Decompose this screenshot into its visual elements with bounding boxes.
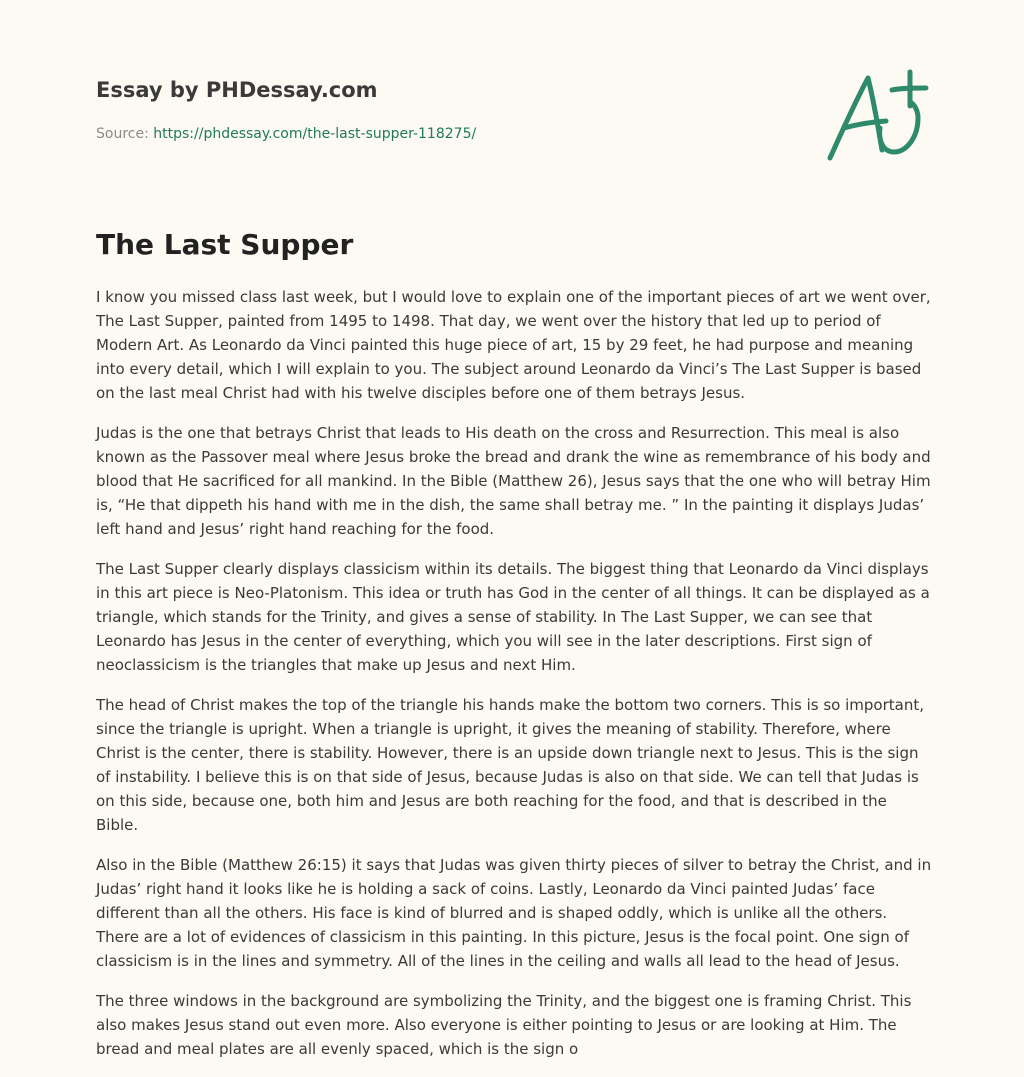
essay-title: The Last Supper: [96, 228, 354, 261]
source-line: [96, 124, 936, 144]
essay-paragraph: The three windows in the background are symbolizing the Trinity, and the biggest one is framing Christ. This also makes Jesus stand out even more. Also everyone is either pointing to Jesus or are looking at Him. The bread and meal plates are all evenly spaced, which is the sign o: [96, 992, 912, 1058]
essay-body: [96, 285, 932, 1077]
essay-paragraph: Judas is the one that betrays Christ that leads to His death on the cross and Resurrection. This meal is also known as the Passover meal where Jesus broke the bread and drank the wine as remembrance of his body and blood that He sacrificed for all mankind. In the Bible (Matthew 26), Jesus says that the one who will betray Him is, “He that dippeth his hand with me in the dish, the same shall betray me. ” In the painting it displays Judas’ left hand and Jesus’ right hand reaching for the food.: [96, 424, 931, 538]
source-label: Source:: [96, 126, 149, 142]
essay-paragraph: The Last Supper clearly displays classicism within its details. The biggest thing that Leonardo da Vinci displays in this art piece is Neo-Platonism. This idea or truth has God in the center of all things. It can be displayed as a triangle, which stands for the Trinity, and gives a sense of stability. In The Last Supper, we can see that Leonardo has Jesus in the center of everything, which you will see in the later descriptions. First sign of neoclassicism is the triangles that make up Jesus and next Him.: [96, 560, 930, 674]
brand-title: Essay by PHDessay.com: [96, 78, 378, 102]
source-link[interactable]: https://phdessay.com/the-last-supper-118275/: [153, 126, 477, 142]
essay-paragraph: Also in the Bible (Matthew 26:15) it says that Judas was given thirty pieces of silver to betray the Christ, and in Judas’ right hand it looks like he is holding a sack of coins. Lastly, Leonardo da Vinci painted Judas’ face different than all the others. His face is kind of blurred and is shaped oddly, which is unlike all the others. There are a lot of evidences of classicism in this painting. In this picture, Jesus is the focal point. One sign of classicism is in the lines and symmetry. All of the lines in the ceiling and walls all lead to the head of Jesus.: [96, 856, 932, 970]
page-header: [96, 76, 936, 144]
essay-paragraph: The head of Christ makes the top of the triangle his hands make the bottom two corners. This is so important, since the triangle is upright. When a triangle is upright, it gives the meaning of stability. Therefore, where Christ is the center, there is stability. However, there is an upside down triangle next to Jesus. This is the sign of instability. I believe this is on that side of Jesus, because Judas is also on that side. We can tell that Judas is on this side, because one, both him and Jesus are both reaching for the food, and that is described in the Bible.: [96, 696, 925, 834]
a-plus-icon: [820, 66, 932, 166]
essay-paragraph: I know you missed class last week, but I would love to explain one of the important pieces of art we went over, The Last Supper, painted from 1495 to 1498. That day, we went over the history that led up to period of Modern Art. As Leonardo da Vinci painted this huge piece of art, 15 by 29 feet, he had purpose and meaning into every detail, which I will explain to you. The subject around Leonardo da Vinci’s The Last Supper is based on the last meal Christ had with his twelve disciples before one of them betrays Jesus.: [96, 288, 931, 402]
